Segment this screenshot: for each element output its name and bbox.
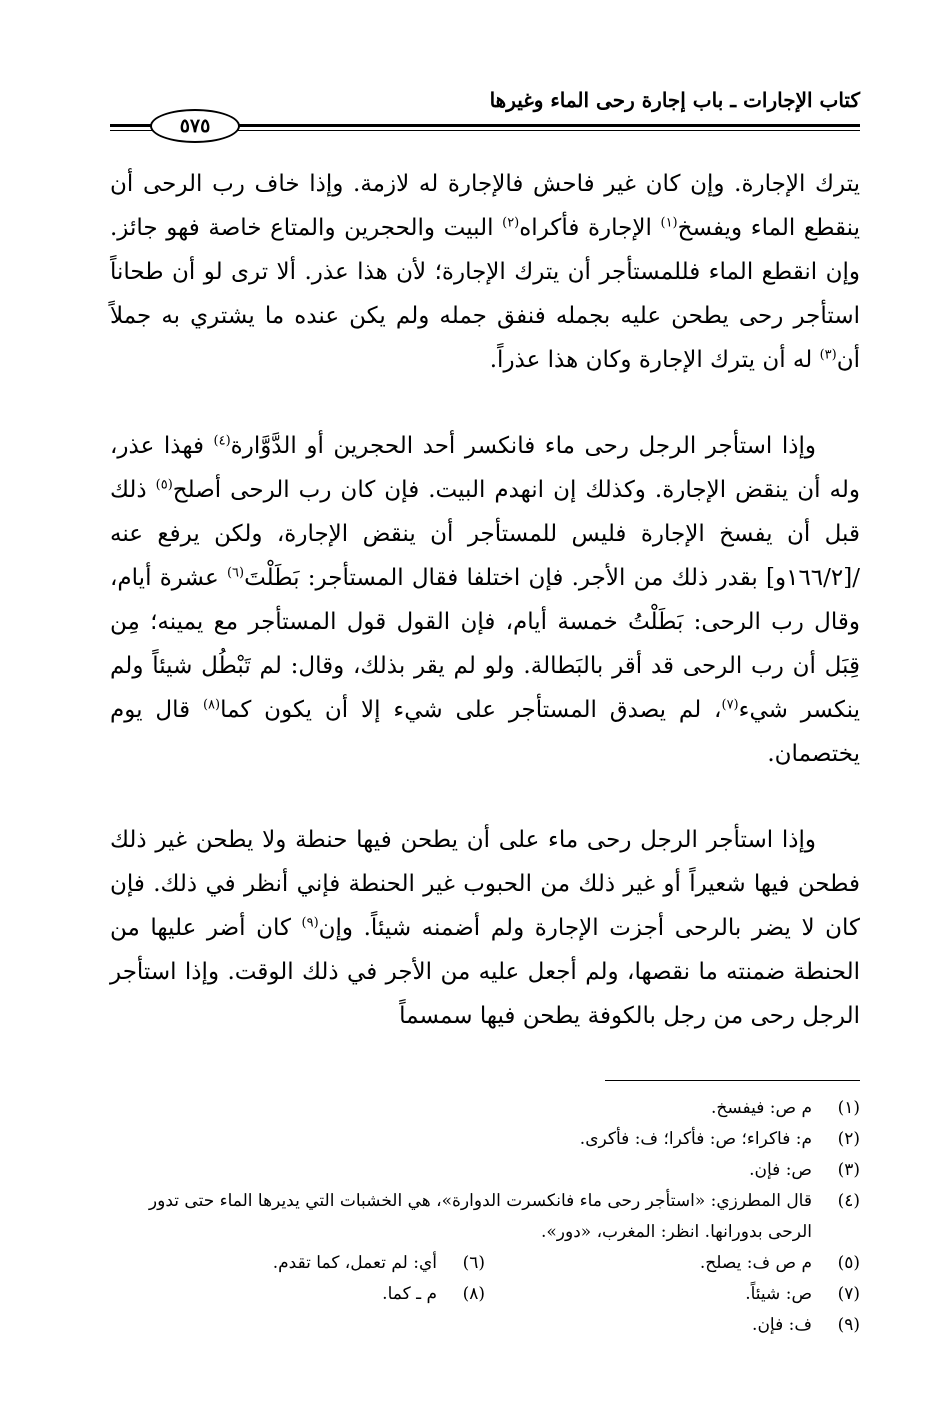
footnote-ref-6[interactable]: (٦) (226, 565, 245, 581)
footnote-text: م ص: فيفسخ. (710, 1098, 812, 1118)
text-run: ، لم يصدق المستأجر على شيء إلا أن يكون كما (220, 697, 722, 723)
footnote-6 (110, 1248, 485, 1279)
footnote-4 (110, 1186, 860, 1248)
footnote-text: م ص ف: يصلح. (699, 1253, 812, 1273)
text-run: له أن يترك الإجارة وكان هذا عذراً. (489, 347, 820, 373)
footnote-ref-5[interactable]: (٥) (155, 477, 173, 493)
text-run: كان أضر عليها من الحنطة ضمنته ما نقصها، ولم أجعل عليه من الأجر في ذلك الوقت. وإذا استأجر الرجل رحى من رجل بالكوفة يطحن فيها سمسماً (110, 915, 860, 1029)
paragraph-3 (110, 818, 860, 1038)
text-run: البيت والحجرين والمتاع خاصة فهو جائز. وإن انقطع الماء فللمستأجر أن يترك الإجارة؛ لأن هذا عذر. ألا ترى لو أن طحاناً استأجر رحى يطحن عليه بجمله فنفق جمله ولم يكن عنده ما يشتري به جملاً أن (110, 215, 860, 373)
text-run: ذلك قبل أن يفسخ الإجارة فليس للمستأجر أن ينقض الإجارة، ولكن يرفع عنه /[١٦٦/٢و] بقدر ذلك من الأجر. فإن اختلفا فقال المستأجر: بَطَلْتَ (110, 477, 860, 591)
footnote-number: (٤) (837, 1191, 860, 1211)
footnotes (110, 1093, 860, 1341)
footnote-ref-3[interactable]: (٣) (819, 347, 837, 363)
footnote-text: م: فاكراء؛ ص: فأكرا؛ ف: فأكرى. (579, 1129, 812, 1149)
footnote-ref-9[interactable]: (٩) (301, 915, 319, 931)
main-text (110, 162, 860, 1038)
footnote-number: (٥) (837, 1253, 860, 1273)
text-run: عشرة أيام، وقال رب الرحى: بَطَلْتُ خمسة أيام، فإن القول قول المستأجر مع يمينه؛ مِن قِبَل أن رب الرحى قد أقر بالبَطالة. ولو لم يقر بذلك، وقال: لم تَبْطُل شيئاً ولم ينكسر شيء (110, 565, 860, 723)
text-run: يترك الإجارة. وإن كان غير فاحش فالإجارة له لازمة. وإذا خاف رب الرحى أن ينقطع الماء ويفسخ (110, 171, 860, 241)
footnote-1 (110, 1093, 860, 1124)
footnote-row-7-8 (110, 1279, 860, 1310)
paragraph-2 (110, 424, 860, 776)
text-run: فهذا عذر، وله أن ينقض الإجارة. وكذلك إن انهدم البيت. فإن كان رب الرحى أصلح (110, 433, 861, 503)
page-header (110, 80, 860, 137)
footnote-text: أي: لم تعمل، كما تقدم. (272, 1253, 437, 1273)
footnote-8 (110, 1279, 485, 1310)
text-run: قال يوم يختصمان. (110, 697, 860, 767)
footnote-row-5-6 (110, 1248, 860, 1279)
paragraph-1 (110, 162, 860, 382)
footnote-ref-1[interactable]: (١) (660, 215, 678, 231)
footnote-2 (110, 1124, 860, 1155)
footnote-text: ص: شيئاً. (745, 1284, 812, 1304)
footnote-number: (٨) (462, 1284, 485, 1304)
footnote-5 (485, 1248, 860, 1279)
page-number: ٥٧٥ (150, 109, 240, 143)
footnote-ref-7[interactable]: (٧) (721, 697, 739, 713)
footnote-3 (110, 1155, 860, 1186)
footnote-separator (605, 1080, 860, 1081)
footnote-text: ف: فإن. (752, 1315, 812, 1335)
footnote-text: م ـ كما. (382, 1284, 437, 1304)
footnote-number: (٣) (837, 1160, 860, 1180)
footnote-ref-2[interactable]: (٢) (502, 215, 520, 231)
footnote-number: (١) (837, 1098, 860, 1118)
text-run: وإذا استأجر الرجل رحى ماء على أن يطحن فيها حنطة ولا يطحن غير ذلك فطحن فيها شعيراً أو غير ذلك من الحبوب غير الحنطة فإني أنظر في ذلك. فإن كان لا يضر بالرحى أجزت الإجارة ولم أضمنه شيئاً. وإن (110, 827, 860, 941)
footnote-number: (٢) (837, 1129, 860, 1149)
footnote-ref-8[interactable]: (٨) (202, 697, 221, 713)
footnote-text: قال المطرزي: «استأجر رحى ماء فانكسرت الدوارة»، هي الخشبات التي يديرها الماء حتى تدور الرحى بدورانها. انظر: المغرب، «دور». (148, 1191, 812, 1242)
running-title: كتاب الإجارات ـ باب إجارة رحى الماء وغيرها (489, 88, 860, 112)
footnote-number: (٦) (462, 1253, 485, 1273)
footnote-7 (485, 1279, 860, 1310)
book-page (110, 80, 860, 1341)
footnote-9 (110, 1310, 860, 1341)
footnote-number: (٧) (837, 1284, 860, 1304)
text-run: الإجارة فأكراه (519, 215, 661, 241)
footnote-text: ص: فإن. (749, 1160, 812, 1180)
text-run: وإذا استأجر الرجل رحى ماء فانكسر أحد الحجرين أو الدَّوَّارة (230, 433, 816, 459)
footnote-number: (٩) (837, 1315, 860, 1335)
footnote-ref-4[interactable]: (٤) (213, 433, 231, 449)
